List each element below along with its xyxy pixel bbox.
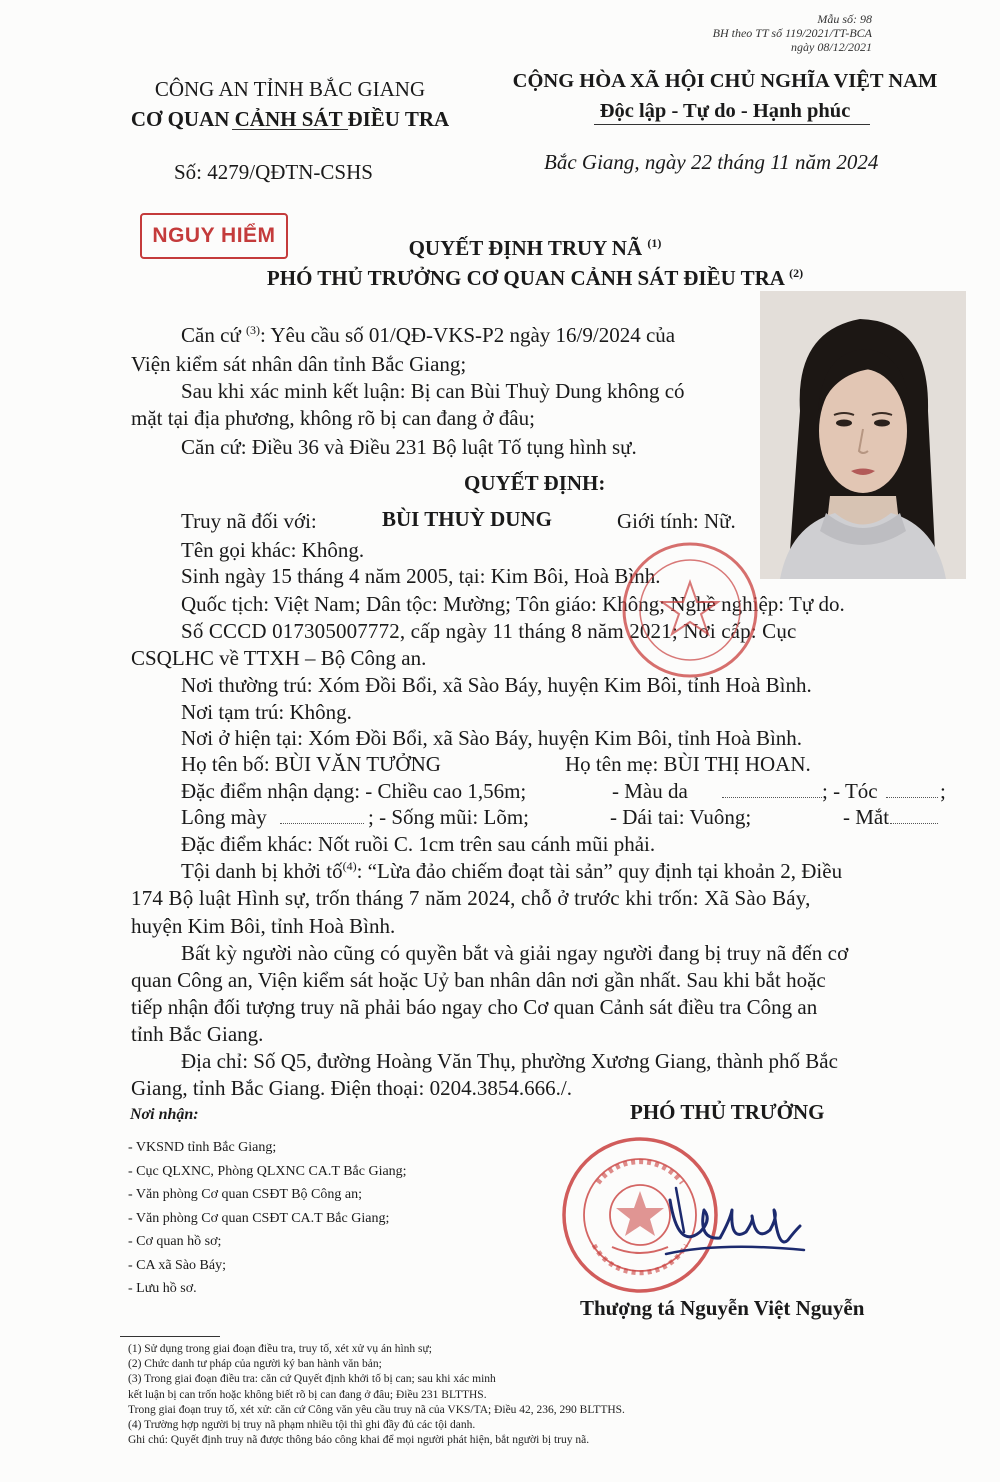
suspect-name: BÙI THUỲ DUNG [382, 507, 552, 531]
national-header [495, 66, 955, 126]
suspect-temporary-address: Nơi tạm trú: Không. [181, 700, 352, 724]
feature-skin: - Màu da [612, 779, 688, 803]
father-name: Họ tên bố: BÙI VĂN TƯỞNG [181, 752, 441, 776]
charge-line [181, 858, 842, 885]
notice-line: Bất kỳ người nào cũng có quyền bắt và giải ngay người đang bị truy nã đến cơ [181, 941, 849, 965]
wanted-label: Truy nã đối với: [181, 509, 317, 533]
suspect-photo [760, 291, 966, 579]
basis-text: : Yêu cầu số 01/QĐ-VKS-P2 ngày 16/9/2024 của [260, 323, 676, 347]
suspect-birth: Sinh ngày 15 tháng 4 năm 2005, tại: Kim Bôi, Hoà Bình. [181, 564, 661, 588]
feature-nose: ; - Sống mũi: Lõm; [368, 805, 530, 829]
blank-line [722, 786, 822, 798]
feature-hair: ; - Tóc [822, 779, 878, 803]
basis-line: Căn cứ: Điều 36 và Điều 231 Bộ luật Tố tụng hình sự. [181, 435, 637, 459]
danger-stamp: NGUY HIỂM [140, 213, 288, 259]
footnote-line: (1) Sử dụng trong giai đoạn điều tra, truy tố, xét xử vụ án hình sự; [128, 1343, 432, 1355]
agency-department: CƠ QUAN CẢNH SÁT ĐIỀU TRA [130, 107, 450, 131]
suspect-gender: Giới tính: Nữ. [617, 509, 736, 533]
notice-phone: Giang, tỉnh Bắc Giang. Điện thoại: 0204.3854.666./. [131, 1076, 572, 1100]
document-number: Số: 4279/QĐTN-CSHS [174, 160, 373, 184]
feature-ear: - Dái tai: Vuông; [610, 805, 752, 829]
handwritten-signature [660, 1180, 810, 1270]
receiver-item: - VKSND tỉnh Bắc Giang; [128, 1140, 277, 1155]
blank-line [886, 786, 938, 798]
divider [594, 124, 870, 125]
feature-other: Đặc điểm khác: Nốt ruồi C. 1cm trên sau cánh mũi phải. [181, 832, 656, 856]
receiver-item: - Lưu hồ sơ. [128, 1281, 197, 1296]
footnote-line: kết luận bị can trốn hoặc không biết rõ bị can đang ở đâu; Điều 231 BLTTHS. [128, 1388, 487, 1401]
notice-line: quan Công an, Viện kiểm sát hoặc Uỷ ban nhân dân nơi gần nhất. Sau khi bắt hoặc [131, 968, 826, 992]
form-number-line: BH theo TT số 119/2021/TT-BCA [712, 26, 872, 40]
charge-label: Tội danh bị khởi tố [181, 859, 343, 883]
signer-name: Thượng tá Nguyễn Việt Nguyễn [580, 1296, 865, 1320]
suspect-permanent-address: Nơi thường trú: Xóm Đồi Bổi, xã Sào Báy, huyện Kim Bôi, tỉnh Hoà Bình. [181, 673, 812, 697]
issuer-title [0, 266, 1000, 291]
suspect-id: CSQLHC về TTXH – Bộ Công an. [131, 646, 427, 670]
signer-position: PHÓ THỦ TRƯỞNG [630, 1100, 825, 1124]
footnote-ref: (4) [342, 859, 357, 873]
decision-heading: QUYẾT ĐỊNH: [464, 471, 606, 495]
footnote-divider [120, 1336, 220, 1337]
footnote-line: (2) Chức danh tư pháp của người ký ban hành văn bản; [128, 1358, 382, 1371]
basis-line: Viện kiểm sát nhân dân tỉnh Bắc Giang; [131, 352, 467, 376]
receiver-item: - Văn phòng Cơ quan CSĐT Bộ Công an; [128, 1187, 363, 1202]
suspect-current-address: Nơi ở hiện tại: Xóm Đồi Bổi, xã Sào Báy, huyện Kim Bôi, tỉnh Hoà Bình. [181, 726, 803, 750]
suspect-alias: Tên gọi khác: Không. [181, 538, 365, 562]
title-text: PHÓ THỦ TRƯỞNG CƠ QUAN CẢNH SÁT ĐIỀU TRA [266, 266, 784, 290]
suspect-nationality: Quốc tịch: Việt Nam; Dân tộc: Mường; Tôn giáo: Không; Nghề nghiệp: Tự do. [181, 592, 845, 616]
country-name: CỘNG HÒA XÃ HỘI CHỦ NGHĨA VIỆT NAM [512, 70, 938, 92]
mother-name: Họ tên mẹ: BÙI THỊ HOAN. [565, 752, 811, 776]
form-number-line: Mẫu số: 98 [817, 12, 872, 26]
notice-line: tiếp nhận đối tượng truy nã phải báo ngay cho Cơ quan Cảnh sát điều tra Công an [131, 995, 818, 1019]
receiver-item: - Cục QLXNC, Phòng QLXNC CA.T Bắc Giang; [128, 1163, 407, 1179]
divider [232, 129, 348, 130]
document-title [0, 236, 1000, 261]
footnote-ref: (3) [246, 323, 261, 337]
receiver-item: - Văn phòng Cơ quan CSĐT CA.T Bắc Giang; [128, 1210, 390, 1226]
notice-address: Địa chỉ: Số Q5, đường Hoàng Văn Thụ, phường Xương Giang, thành phố Bắc [181, 1049, 838, 1073]
agency-header [100, 74, 480, 134]
receiver-item: - CA xã Sào Báy; [128, 1257, 226, 1273]
punctuation: ; [940, 779, 946, 803]
notice-line: tỉnh Bắc Giang. [131, 1022, 264, 1046]
document-date: Bắc Giang, ngày 22 tháng 11 năm 2024 [544, 150, 879, 174]
motto: Độc lập - Tự do - Hạnh phúc [599, 100, 851, 122]
feature-eye: - Mắt [843, 805, 890, 829]
feature-height: Đặc điểm nhận dạng: - Chiều cao 1,56m; [181, 779, 527, 803]
official-seal-icon [620, 540, 760, 680]
charge-line: 174 Bộ luật Hình sự, trốn tháng 7 năm 2024, chỗ ở trước khi trốn: Xã Sào Báy, [131, 886, 811, 910]
basis-line: mặt tại địa phương, không rõ bị can đang ở đâu; [131, 406, 535, 430]
blank-line [890, 812, 938, 824]
basis-line: Sau khi xác minh kết luận: Bị can Bùi Thuỳ Dung không có [181, 379, 685, 403]
charge-text: : “Lừa đảo chiếm đoạt tài sản” quy định tại khoản 2, Điều [356, 859, 843, 883]
footnote-ref: (2) [789, 266, 804, 280]
basis-label: Căn cứ [181, 323, 241, 347]
feature-eyebrow: Lông mày [181, 805, 267, 829]
title-text: QUYẾT ĐỊNH TRUY NÃ [408, 236, 643, 260]
receiver-item: - Cơ quan hồ sơ; [128, 1234, 222, 1249]
form-number-line: ngày 08/12/2021 [791, 40, 872, 54]
receivers-list [128, 1136, 407, 1301]
charge-line: huyện Kim Bôi, tỉnh Hoà Bình. [131, 914, 396, 938]
blank-line [280, 812, 364, 824]
footnote-line: (3) Trong giai đoạn điều tra: căn cứ Quyết định khởi tố bị can; sau khi xác minh [128, 1373, 496, 1386]
footnote-ref: (1) [647, 236, 662, 250]
agency-name: CÔNG AN TỈNH BẮC GIANG [154, 77, 426, 101]
features-line [181, 778, 526, 805]
portrait-image [760, 291, 966, 579]
footnote-line: (4) Trường hợp người bị truy nã phạm nhiều tội thì ghi đầy đủ các tội danh. [128, 1419, 476, 1432]
receivers-heading: Nơi nhận: [130, 1106, 199, 1123]
footnotes [128, 1342, 625, 1448]
form-number [612, 12, 872, 54]
footnote-line: Trong giai đoạn truy tố, xét xử: căn cứ Công văn yêu cầu truy nã của VKS/TA; Điều 42, 236, 290 BLTTHS. [128, 1403, 625, 1416]
suspect-id: Số CCCD 017305007772, cấp ngày 11 tháng 8 năm 2021; Nơi cấp: Cục [181, 619, 797, 643]
footnote-line: Ghi chú: Quyết định truy nã được thông báo công khai để mọi người phát hiện, bắt người bị truy nã. [128, 1434, 590, 1447]
basis-line [181, 322, 675, 349]
